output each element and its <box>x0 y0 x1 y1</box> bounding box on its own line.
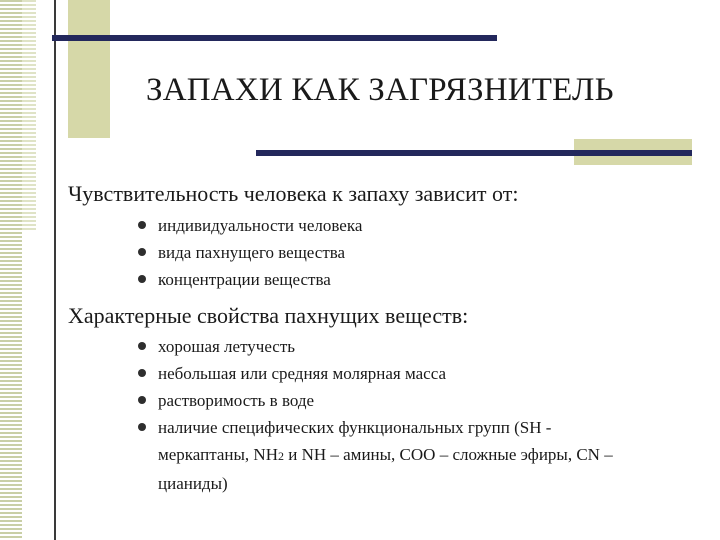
section2-heading: Характерные свойства пахнущих веществ: <box>68 303 469 328</box>
bullet-icon <box>138 369 146 377</box>
list-item <box>138 266 638 293</box>
section1-heading: Чувствительность человека к запаху зависит от: <box>68 181 519 206</box>
bullet-icon <box>138 423 146 431</box>
list-item <box>138 414 638 497</box>
list-item-text-part2: и NH – амины, COO – сложные эфиры, CN – цианиды) <box>158 445 613 493</box>
list-item <box>138 360 638 387</box>
section1-list <box>138 212 638 293</box>
list-item-text: концентрации вещества <box>158 270 331 289</box>
navy-bar-top <box>52 35 497 41</box>
subscript-number: 2 <box>277 449 284 463</box>
bullet-icon <box>138 396 146 404</box>
list-item <box>138 239 638 266</box>
list-item <box>138 333 638 360</box>
decorative-stripes-inner <box>22 0 36 230</box>
bullet-icon <box>138 248 146 256</box>
list-item-text-part1: наличие специфических функциональных групп (SH - меркаптаны, NH <box>158 418 552 464</box>
list-item-text: индивидуальности человека <box>158 216 363 235</box>
navy-bar-bottom <box>256 150 692 156</box>
olive-accent-block-top <box>68 0 110 138</box>
bullet-icon <box>138 221 146 229</box>
section2-list <box>138 333 638 497</box>
list-item-text: небольшая или средняя молярная масса <box>158 364 447 383</box>
list-item-text: растворимость в воде <box>158 391 315 410</box>
list-item <box>138 387 638 414</box>
bullet-icon <box>138 275 146 283</box>
vertical-divider <box>54 0 56 540</box>
list-item-text: вида пахнущего вещества <box>158 243 346 262</box>
slide-title: ЗАПАХИ КАК ЗАГРЯЗНИТЕЛЬ <box>146 72 614 108</box>
list-item-text: хорошая летучесть <box>158 337 296 356</box>
list-item <box>138 212 638 239</box>
decorative-stripes-left <box>0 0 22 540</box>
bullet-icon <box>138 342 146 350</box>
